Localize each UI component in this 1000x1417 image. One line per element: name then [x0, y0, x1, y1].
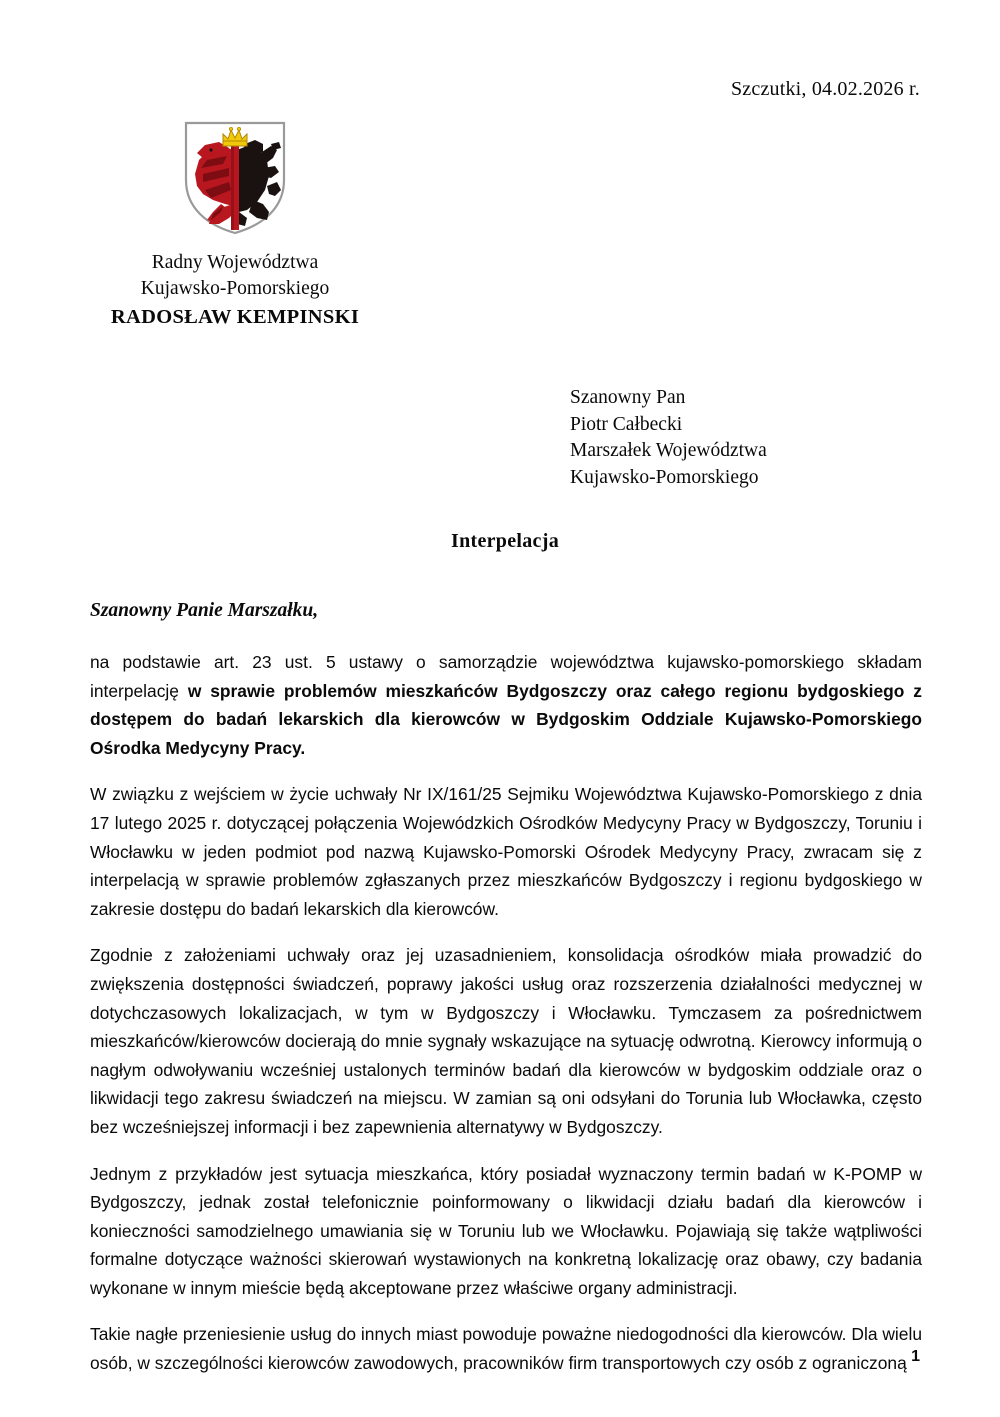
sender-role-line-2: Kujawsko-Pomorskiego [140, 278, 330, 299]
paragraph-5: Takie nagłe przeniesienie usług do innych miast powoduje poważne niedogodności dla kierowców. Dla wielu osób, w szczególności kierowców zawodowych, pracowników firm transportowych czy osób z ograniczoną [90, 1324, 922, 1374]
page-number: 1 [911, 1348, 920, 1365]
addressee-line-3: Marszałek Województwa [570, 440, 767, 461]
paragraph-2: W związku z wejściem w życie uchwały Nr IX/161/25 Sejmiku Województwa Kujawsko-Pomorskiego z dnia 17 lutego 2025 r. dotyczącej połączenia Wojewódzkich Ośrodków Medycyny Pracy w Bydgoszczy, Toruniu i Włocławku w jeden podmiot pod nazwą Kujawsko-Pomorski Ośrodek Medycyny Pracy, zwracam się z interpelacją w sprawie problemów zgłaszanych przez mieszkańców Bydgoszczy i regionu bydgoskiego w zakresie dostępu do badań lekarskich dla kierowców. [90, 784, 922, 919]
document-body [90, 648, 922, 1378]
sender-role-line-1: Radny Województwa [151, 252, 319, 273]
paragraph-4: Jednym z przykładów jest sytuacja mieszkańca, który posiadał wyznaczony termin badań w K-POMP w Bydgoszczy, jednak został telefonicznie poinformowany o likwidacji działu badań dla kierowców i konieczności samodzielnego umawiania się w Toruniu lub we Włocławku. Pojawiają się także wątpliwości formalne dotyczące ważności skierowań wystawionych na konkretną lokalizację oraz obawy, czy badania wykonane w innym mieście będą akceptowane przez właściwe organy administracji. [90, 1163, 922, 1298]
addressee-line-4: Kujawsko-Pomorskiego [570, 466, 759, 488]
date-line: Szczutki, 04.02.2026 r. [730, 78, 920, 100]
addressee-line-2: Piotr Całbecki [570, 413, 683, 435]
salutation: Szanowny Panie Marszałku, [90, 600, 319, 621]
paragraph-1-bold: w sprawie problemów mieszkańców Bydgoszczy oraz całego regionu bydgoskiego z dostępem do badań lekarskich dla kierowców w Bydgoskim Oddziale Kujawsko-Pomorskiego Ośrodka Medycyny Pracy. [90, 680, 922, 758]
paragraph-3: Zgodnie z założeniami uchwały oraz jej uzasadnieniem, konsolidacja ośrodków miała prowadzić do zwiększenia dostępności świadczeń, poprawy jakości usług oraz rozszerzenia działalności medycznej w dotychczasowych lokalizacjach, w tym w Bydgoszczy i Włocławku. Tymczasem za pośrednictwem mieszkańców/kierowców docierają do mnie sygnały wskazujące na sytuację odwrotną. Kierowcy informują o nagłym odwoływaniu wcześniej ustalonych terminów badań dla kierowców w bydgoskim oddziale oraz o likwidacji tego zakresu świadczeń na miejscu. W zamian są oni odsyłani do Torunia lub Włocławka, często bez wcześniejszej informacji i bez zapewnienia alternatywy w Bydgoszczy. [90, 945, 922, 1137]
paragraph-1 [90, 648, 922, 762]
kujawsko-pomorskie-coat-of-arms-icon [183, 120, 287, 236]
addressee-block [570, 385, 767, 491]
addressee-line-1: Szanowny Pan [570, 387, 686, 408]
paragraph-1-normal: na podstawie art. 23 ust. 5 ustawy o samorządzie województwa kujawsko-pomorskiego składam interpelację [90, 652, 922, 701]
sender-block [90, 120, 380, 332]
sender-name: RADOSŁAW KEMPINSKI [110, 306, 360, 328]
document-title: Interpelacja [450, 530, 559, 552]
